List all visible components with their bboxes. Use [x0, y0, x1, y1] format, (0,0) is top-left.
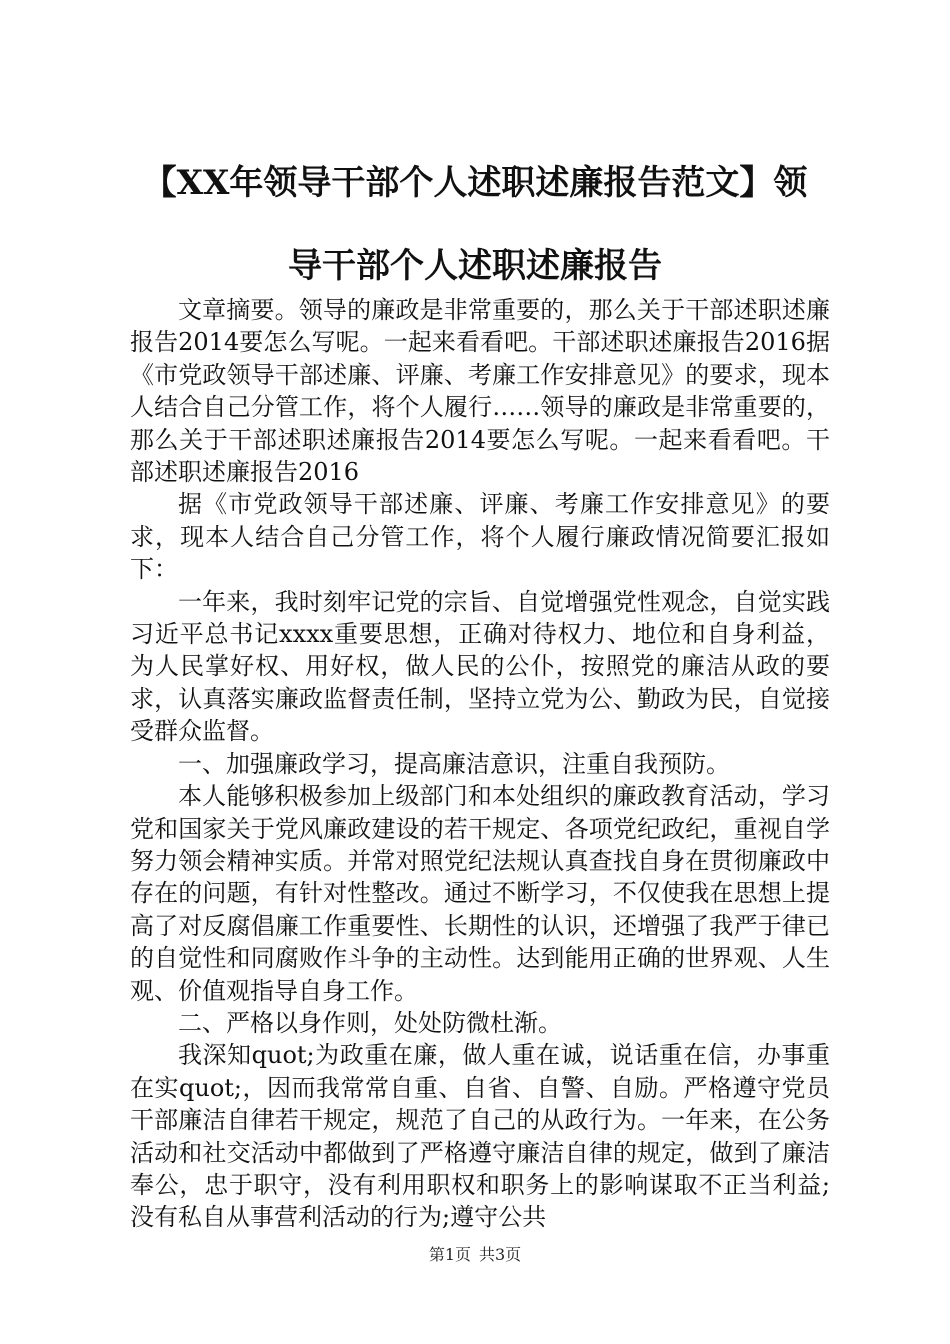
document-body — [130, 294, 830, 1234]
page-number-current: 第1页 — [428, 1245, 471, 1264]
paragraph-intro: 据《市党政领导干部述廉、评廉、考廉工作安排意见》的要求，现本人结合自己分管工作，将个人履行廉政情况简要汇报如下： — [130, 490, 830, 584]
document-title-line-2: 导干部个人述职述廉报告 — [288, 246, 662, 286]
section-heading-2: 二、严格以身作则，处处防微杜渐。 — [178, 1008, 562, 1037]
paragraph-overview: 一年来，我时刻牢记党的宗旨、自觉增强党性观念，自觉实践习近平总书记xxxx重要思想，正确对待权力、地位和自身利益，为人民掌好权、用好权，做人民的公仆，按照党的廉洁从政的要求，认真落实廉政监督责任制，坚持立党为公、勤政为民，自觉接受群众监督。 — [130, 587, 830, 746]
paragraph-section-1: 本人能够积极参加上级部门和本处组织的廉政教育活动，学习党和国家关于党风廉政建设的若干规定、各项党纪政纪，重视自学努力领会精神实质。并常对照党纪法规认真查找自身在贯彻廉政中存在的问题，有针对性整改。通过不断学习，不仅使我在思想上提高了对反腐倡廉工作重要性、长期性的认识，还增强了我严于律已的自觉性和同腐败作斗争的主动性。达到能用正确的世界观、人生观、价值观指导自身工作。 — [130, 782, 830, 1005]
document-title-line-1: 【XX年领导干部个人述职述廉报告范文】领 — [142, 163, 808, 203]
paragraph-section-2: 我深知quot;为政重在廉，做人重在诚，说话重在信，办事重在实quot;，因而我常常自重、自省、自警、自励。严格遵守党员干部廉洁自律若干规定，规范了自己的从政行为。一年来，在公务活动和社交活动中都做到了严格遵守廉洁自律的规定，做到了廉洁奉公，忠于职守，没有利用职权和职务上的影响谋取不正当利益;没有私自从事营利活动的行为;遵守公共 — [130, 1041, 830, 1232]
page-footer — [0, 1245, 950, 1265]
paragraph-abstract: 文章摘要。领导的廉政是非常重要的，那么关于干部述职述廉报告2014要怎么写呢。一起来看看吧。干部述职述廉报告2016据《市党政领导干部述廉、评廉、考廉工作安排意见》的要求，现本人结合自己分管工作，将个人履行……领导的廉政是非常重要的，那么关于干部述职述廉报告2014要怎么写呢。一起来看看吧。干部述职述廉报告2016 — [130, 296, 830, 487]
page-number-total: 共3页 — [479, 1245, 522, 1264]
section-heading-1: 一、加强廉政学习，提高廉洁意识，注重自我预防。 — [178, 749, 730, 778]
